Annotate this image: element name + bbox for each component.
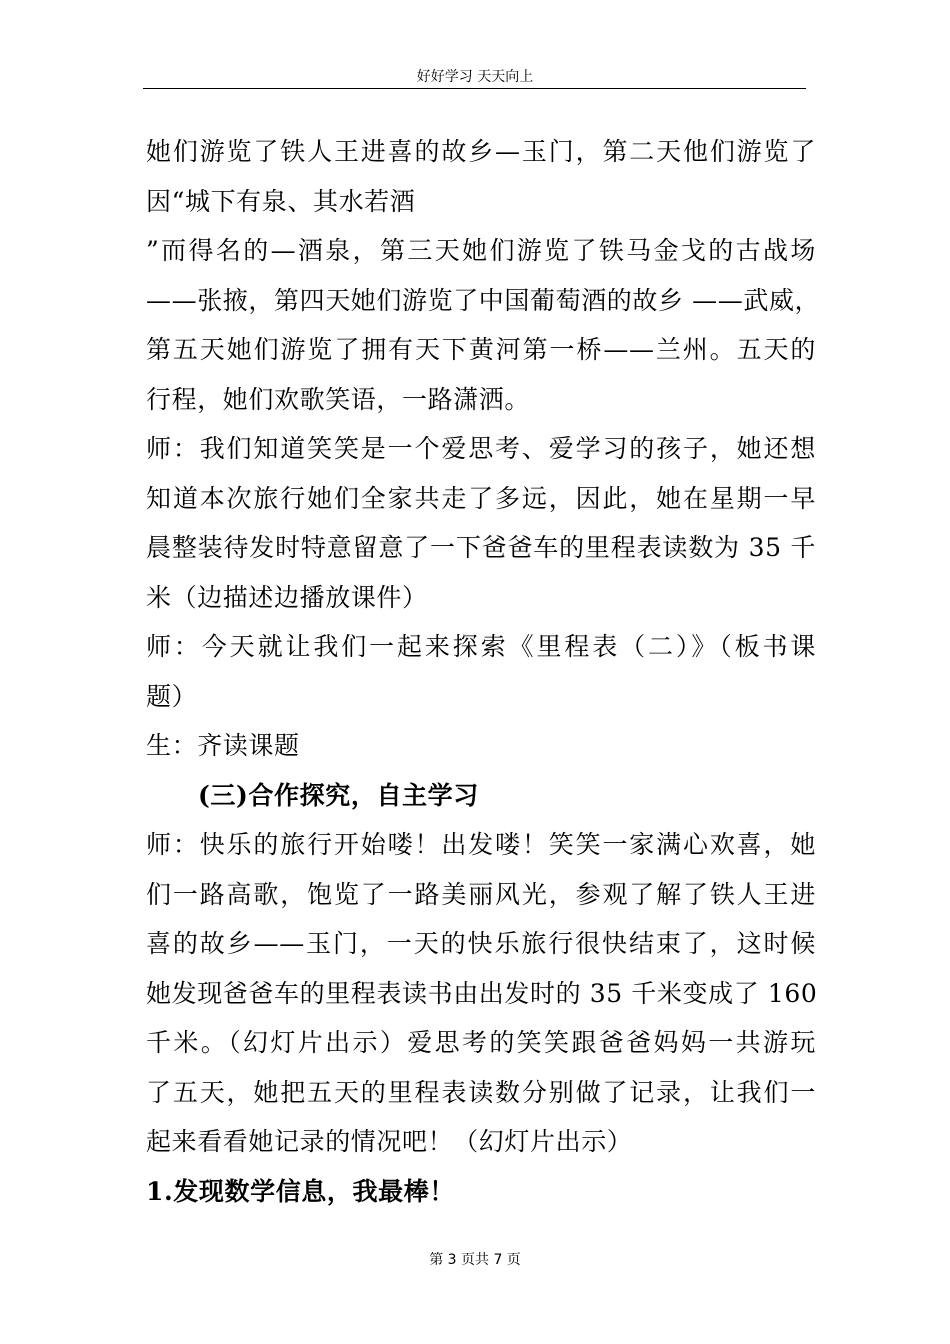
text-line: ”而得名的—酒泉，第三天她们游览了铁马金戈的古战场 — [146, 236, 816, 265]
text-line: 生：齐读课题 — [146, 731, 300, 760]
text-line: 师：我们知道笑笑是一个爱思考、爱学习的孩子，她还想 — [146, 434, 816, 463]
text-line: 千米。（幻灯片出示）爱思考的笑笑跟爸爸妈妈一共游玩 — [146, 1028, 816, 1057]
section-heading: (三)合作探究，自主学习 — [198, 780, 479, 810]
text-line: 起来看看她记录的情况吧！（幻灯片出示） — [146, 1127, 633, 1156]
text-line: 师：快乐的旅行开始喽！出发喽！笑笑一家满心欢喜，她 — [146, 830, 816, 859]
text-line: 们一路高歌，饱览了一路美丽风光，参观了解了铁人王进 — [146, 879, 816, 909]
text-line: 米（边描述边播放课件） — [146, 582, 428, 612]
text-line: 喜的故乡——玉门，一天的快乐旅行很快结束了，这时候 — [146, 929, 816, 958]
text-line: 了五天，她把五天的里程表读数分别做了记录，让我们一 — [146, 1077, 816, 1107]
page-footer: 第 3 页共 7 页 — [429, 1252, 521, 1268]
text-line: ——张掖，第四天她们游览了中国葡萄酒的故乡 ——武威， — [146, 285, 821, 315]
text-line: 晨整装待发时特意留意了一下爸爸车的里程表读数为 35 千 — [146, 533, 816, 562]
subsection-heading: 1.发现数学信息，我最棒！ — [146, 1176, 455, 1206]
page-header: 好好学习 天天向上 — [416, 69, 534, 85]
text-line: 她发现爸爸车的里程表读书由出发时的 35 千米变成了 160 — [146, 978, 818, 1008]
text-line: 第五天她们游览了拥有天下黄河第一桥——兰州。五天的 — [146, 335, 816, 364]
text-line: 题） — [146, 681, 198, 711]
text-line: 知道本次旅行她们全家共走了多远，因此，她在星期一早 — [146, 483, 816, 513]
header-divider — [143, 88, 806, 89]
text-line: 因“城下有泉、其水若酒 — [146, 186, 416, 216]
text-line: 行程，她们欢歌笑语，一路潇洒。 — [146, 384, 531, 414]
text-line: 她们游览了铁人王进喜的故乡—玉门，第二天他们游览了 — [146, 137, 816, 166]
document-body — [146, 127, 821, 1216]
text-line: 师：今天就让我们一起来探索《里程表（二）》（板书课 — [146, 632, 816, 661]
